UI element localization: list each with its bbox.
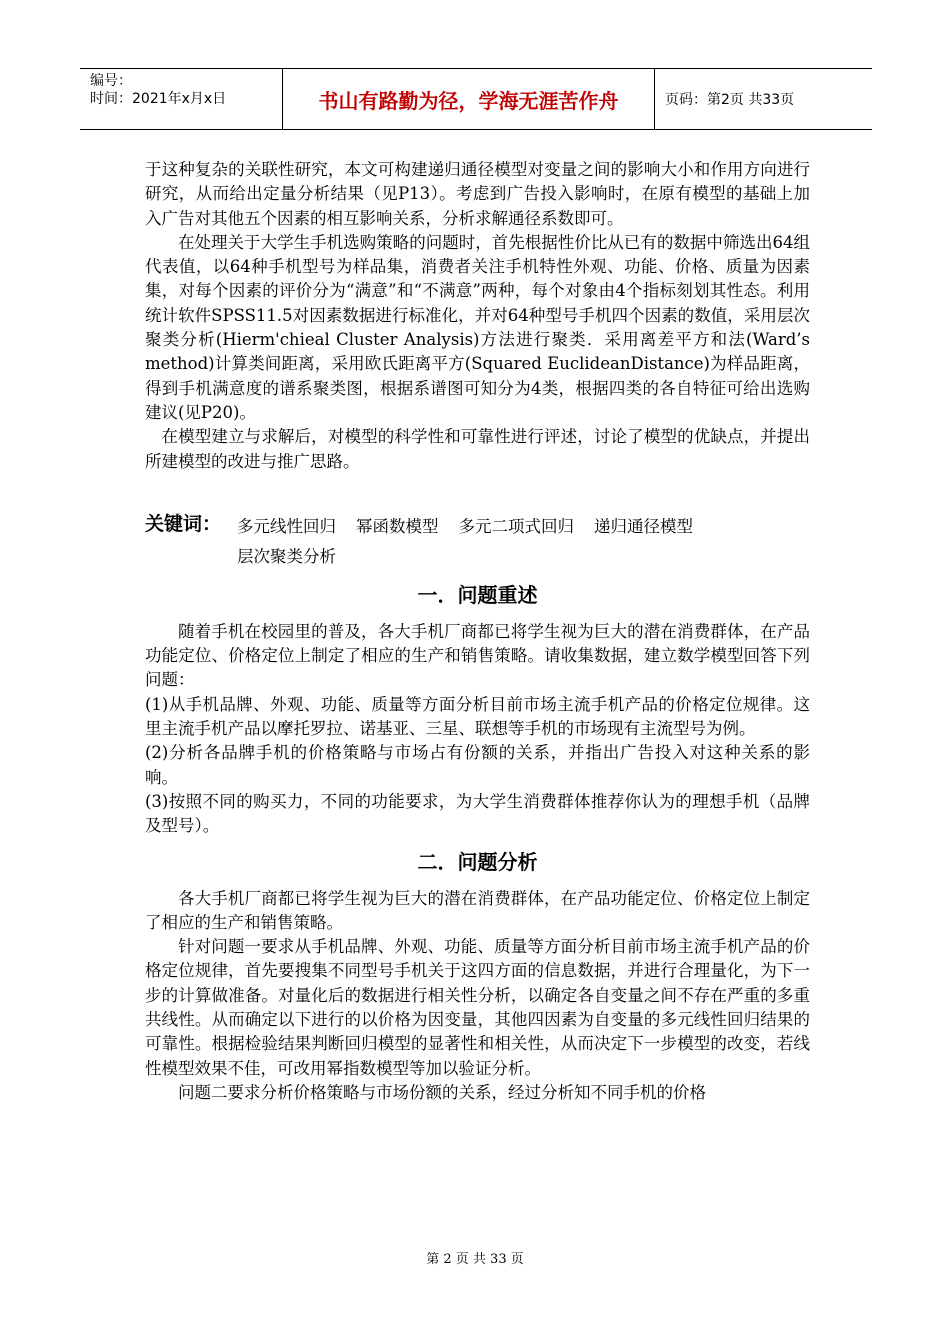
keywords-label: 关键词： bbox=[145, 512, 222, 535]
section-1-intro: 随着手机在校园里的普及，各大手机厂商都已将学生视为巨大的潜在消费群体，在产品功能定位、价格定位上制定了相应的生产和销售策略。请收集数据，建立数学模型回答下列问题： bbox=[145, 621, 810, 690]
header-motto: 书山有路勤为径，学海无涯苦作舟 bbox=[283, 69, 655, 129]
section-2-title: 二．问题分析 bbox=[417, 849, 538, 874]
header-meta bbox=[80, 69, 283, 129]
keyword-item: 层次聚类分析 bbox=[237, 546, 336, 566]
header-number: 编号： bbox=[90, 73, 132, 89]
section-2-paragraph-3: 问题二要求分析价格策略与市场份额的关系，经过分析知不同手机的价格 bbox=[178, 1082, 706, 1102]
section-1-title: 一．问题重述 bbox=[417, 582, 538, 607]
section-2-paragraph-1: 各大手机厂商都已将学生视为巨大的潜在消费群体，在产品功能定位、价格定位上制定了相应的生产和销售策略。 bbox=[145, 888, 810, 932]
keywords-list bbox=[237, 512, 797, 572]
paragraph-1: 于这种复杂的关联性研究，本文可构建递归通径模型对变量之间的影响大小和作用方向进行研究，从而给出定量分析结果（见P13）。考虑到广告投入影响时，在原有模型的基础上加入广告对其他五个因素的相互影响关系，分析求解通径系数即可。 bbox=[145, 160, 810, 228]
section-1-question-1: (1)从手机品牌、外观、功能、质量等方面分析目前市场主流手机产品的价格定位规律。这里主流手机产品以摩托罗拉、诺基亚、三星、联想等手机的市场现有主流型号为例。 bbox=[145, 694, 810, 739]
keyword-item: 多元二项式回归 bbox=[458, 516, 574, 536]
header-page-info: 页码：第2页 共33页 bbox=[665, 92, 795, 108]
section-1-question-3: (3)按照不同的购买力，不同的功能要求，为大学生消费群体推荐你认为的理想手机（品牌及型号）。 bbox=[145, 791, 810, 836]
section-2-paragraph-2: 针对问题一要求从手机品牌、外观、功能、质量等方面分析目前市场主流手机产品的价格定位规律，首先要搜集不同型号手机关于这四方面的信息数据，并进行合理量化，为下一步的计算做准备。对量化后的数据进行相关性分析，以确定各自变量之间不存在严重的多重共线性。从而确定以下进行的以价格为因变量，其他四因素为自变量的多元线性回归结果的可靠性。根据检验结果判断回归模型的显著性和相关性，从而决定下一步模型的改变，若线性模型效果不佳，可改用幂指数模型等加以验证分析。 bbox=[145, 937, 810, 1078]
paragraph-2: 在处理关于大学生手机选购策略的问题时，首先根据性价比从已有的数据中筛选出64组代表值，以64种手机型号为样品集，消费者关注手机特性外观、功能、价格、质量为因素集，对每个因素的评价分为“满意”和“不满意”两种，每个对象由4个指标刻划其性态。利用统计软件SPSS11.5对因素数据进行标准化，并对64种型号手机四个因素的数值，采用层次聚类分析(Hierm'chieal Cluster Analysis)方法进行聚类．采用离差平方和法(Ward’s method)计算类间距离，采用欧氏距离平方(Squared EuclideanDistance)为样品距离，得到手机满意度的谱系聚类图，根据系谱图可知分为4类，根据四类的各自特征可给出选购建议(见P20)。 bbox=[145, 232, 810, 422]
keyword-item: 多元线性回归 bbox=[237, 516, 336, 536]
keywords-row bbox=[145, 512, 810, 572]
document-body bbox=[145, 158, 810, 1105]
page-header bbox=[80, 68, 872, 130]
section-1-question-2: (2)分析各品牌手机的价格策略与市场占有份额的关系，并指出广告投入对这种关系的影响。 bbox=[145, 743, 810, 787]
keyword-item: 递归通径模型 bbox=[594, 516, 693, 536]
paragraph-3: 在模型建立与求解后，对模型的科学性和可靠性进行评述，讨论了模型的优缺点，并提出所建模型的改进与推广思路。 bbox=[145, 427, 810, 471]
page-footer: 第 2 页 共 33 页 bbox=[426, 1252, 524, 1267]
keyword-item: 幂函数模型 bbox=[356, 516, 439, 536]
header-date: 时间：2021年x月x日 bbox=[90, 91, 227, 107]
